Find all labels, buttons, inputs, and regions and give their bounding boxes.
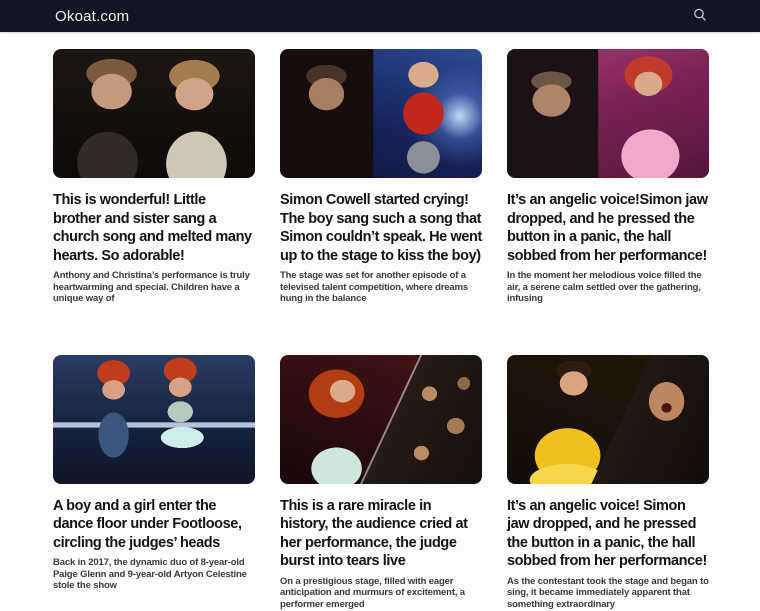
- article-excerpt: Back in 2017, the dynamic duo of 8-year-old Paige Glenn and 9-year-old Artyon Celestine stole the show: [53, 557, 247, 592]
- article-card: [53, 49, 255, 305]
- article-thumbnail[interactable]: [53, 49, 255, 178]
- article-title[interactable]: A boy and a girl enter the dance floor under Footloose, circling the judges’ heads: [53, 497, 242, 551]
- site-header: [0, 0, 760, 32]
- article-title[interactable]: This is wonderful! Little brother and sister sang a church song and melted many hearts. So adorable!: [53, 192, 252, 264]
- article-title[interactable]: It’s an angelic voice!Simon jaw dropped, and he pressed the button in a panic, the hall sobbed from her performance!: [507, 192, 708, 264]
- article-card: [280, 355, 482, 611]
- article-thumbnail[interactable]: [53, 355, 255, 484]
- article-excerpt: The stage was set for another episode of a televised talent competition, where dreams hung in the balance: [280, 270, 468, 305]
- search-button[interactable]: [686, 0, 714, 32]
- article-card: [53, 355, 255, 611]
- article-thumbnail[interactable]: [507, 49, 709, 178]
- article-thumbnail[interactable]: [507, 355, 709, 484]
- article-excerpt: On a prestigious stage, filled with eager anticipation and murmurs of excitement, a performer emerged: [280, 575, 465, 610]
- article-title[interactable]: Simon Cowell started crying! The boy sang such a song that Simon couldn’t speak. He went up to the stage to kiss the boy): [280, 192, 482, 264]
- article-thumbnail[interactable]: [280, 49, 482, 178]
- search-icon: [693, 8, 707, 25]
- article-excerpt: As the contestant took the stage and began to sing, it became immediately apparent that something extraordinary: [507, 575, 709, 610]
- article-excerpt: Anthony and Christina’s performance is truly heartwarming and special. Children have a unique way of: [53, 270, 250, 305]
- site-logo[interactable]: Okoat.com: [55, 7, 130, 25]
- article-card: [507, 49, 709, 305]
- article-title[interactable]: It’s an angelic voice! Simon jaw dropped, and he pressed the button in a panic, the hall sobbed from her performance!: [507, 497, 707, 570]
- article-card: [280, 49, 482, 305]
- article-title[interactable]: This is a rare miracle in history, the audience cried at her performance, the judge burst into tears live: [280, 497, 468, 570]
- article-excerpt: In the moment her melodious voice filled the air, a serene calm settled over the gathering, infusing: [507, 270, 702, 305]
- article-grid: [53, 49, 709, 611]
- article-thumbnail[interactable]: [280, 355, 482, 484]
- article-card: [507, 355, 709, 611]
